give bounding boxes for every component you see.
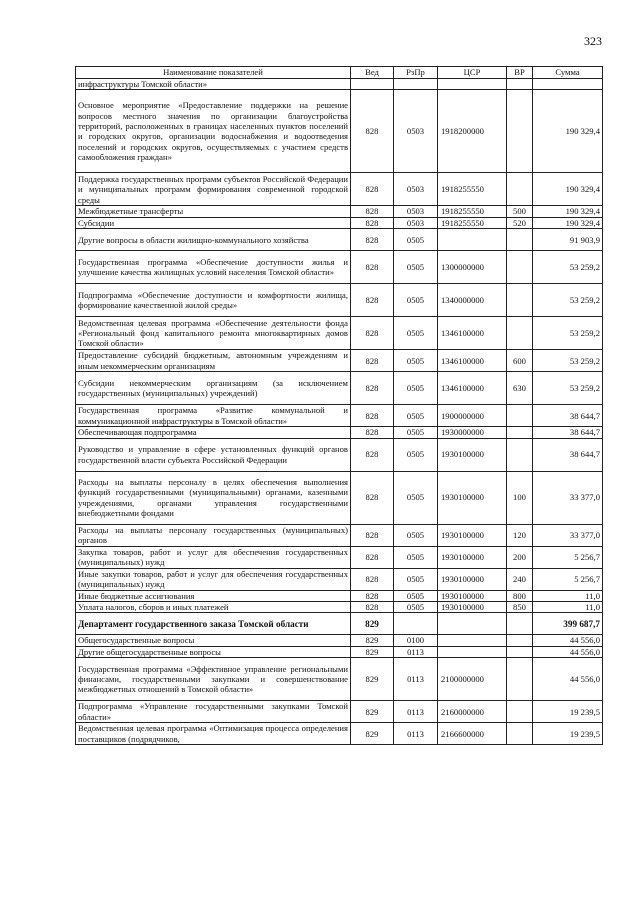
table-row <box>76 635 603 646</box>
cell-ved: 828 <box>351 217 394 228</box>
cell-rzpr: 0505 <box>394 284 438 317</box>
cell-vr <box>507 438 533 471</box>
cell-vr: 100 <box>507 471 533 524</box>
cell-name: Государственная программа «Обеспечение доступности жилья и улучшение качества жилищных условий населения Томской области» <box>76 251 351 284</box>
cell-vr <box>507 405 533 427</box>
cell-sum: 5 256,7 <box>533 546 603 568</box>
budget-table <box>75 66 603 745</box>
table-row <box>76 217 603 228</box>
cell-sum: 33 377,0 <box>533 524 603 546</box>
table-row <box>76 173 603 206</box>
cell-name: Поддержка государственных программ субъектов Российской Федерации и муниципальных программ формирования современной городской среды <box>76 173 351 206</box>
cell-name: Расходы на выплаты персоналу государственных (муниципальных) органов <box>76 524 351 546</box>
table-body <box>76 79 603 745</box>
cell-sum: 44 556,0 <box>533 646 603 657</box>
cell-vr: 800 <box>507 590 533 601</box>
cell-rzpr: 0503 <box>394 217 438 228</box>
cell-rzpr: 0503 <box>394 173 438 206</box>
cell-ved: 828 <box>351 405 394 427</box>
table-header-row <box>76 67 603 79</box>
cell-sum: 190 329,4 <box>533 173 603 206</box>
cell-name: инфраструктуры Томской области» <box>76 79 351 90</box>
cell-rzpr: 0503 <box>394 206 438 217</box>
cell-vr <box>507 317 533 350</box>
cell-name: Государственная программа «Эффективное управление региональными финансами, государственными закупками и совершенствование межбюджетных отношений в Томской области» <box>76 658 351 701</box>
cell-csr: 1900000000 <box>438 405 507 427</box>
cell-csr: 1930100000 <box>438 438 507 471</box>
cell-ved: 829 <box>351 646 394 657</box>
cell-vr <box>507 251 533 284</box>
cell-vr: 630 <box>507 372 533 405</box>
cell-name: Департамент государственного заказа Томской области <box>76 613 351 635</box>
cell-csr <box>438 646 507 657</box>
table-row <box>76 471 603 524</box>
cell-ved: 828 <box>351 350 394 372</box>
cell-vr: 520 <box>507 217 533 228</box>
cell-ved: 828 <box>351 546 394 568</box>
page-number: 323 <box>584 34 602 48</box>
table-row <box>76 568 603 590</box>
cell-sum: 38 644,7 <box>533 427 603 438</box>
cell-ved: 828 <box>351 427 394 438</box>
table-row <box>76 546 603 568</box>
cell-ved: 828 <box>351 372 394 405</box>
cell-name: Субсидии <box>76 217 351 228</box>
cell-ved: 829 <box>351 723 394 745</box>
cell-csr: 1930100000 <box>438 568 507 590</box>
cell-sum: 44 556,0 <box>533 658 603 701</box>
table-row <box>76 317 603 350</box>
cell-ved: 828 <box>351 590 394 601</box>
cell-vr: 120 <box>507 524 533 546</box>
cell-sum: 53 259,2 <box>533 372 603 405</box>
cell-csr: 1918255550 <box>438 206 507 217</box>
cell-vr: 850 <box>507 602 533 613</box>
cell-vr: 200 <box>507 546 533 568</box>
cell-csr <box>438 79 507 90</box>
column-header-name: Наименование показателей <box>76 67 351 79</box>
cell-sum: 19 239,5 <box>533 723 603 745</box>
table-row <box>76 524 603 546</box>
cell-rzpr <box>394 613 438 635</box>
cell-sum <box>533 79 603 90</box>
column-header-vr: ВР <box>507 67 533 79</box>
cell-csr: 1918200000 <box>438 90 507 173</box>
cell-ved: 828 <box>351 568 394 590</box>
cell-csr: 2100000000 <box>438 658 507 701</box>
cell-csr: 1930100000 <box>438 524 507 546</box>
cell-ved: 828 <box>351 229 394 251</box>
cell-vr <box>507 646 533 657</box>
cell-ved: 829 <box>351 701 394 723</box>
cell-name: Другие вопросы в области жилищно-коммунального хозяйства <box>76 229 351 251</box>
cell-csr: 1930100000 <box>438 471 507 524</box>
cell-sum: 190 329,4 <box>533 217 603 228</box>
cell-csr: 1300000000 <box>438 251 507 284</box>
table-row <box>76 646 603 657</box>
cell-csr <box>438 229 507 251</box>
table-row <box>76 350 603 372</box>
table-row <box>76 723 603 745</box>
cell-vr <box>507 701 533 723</box>
cell-rzpr <box>394 79 438 90</box>
column-header-rzpr: РзПр <box>394 67 438 79</box>
cell-name: Ведомственная целевая программа «Обеспечение деятельности фонда «Региональный фонд капитального ремонта многоквартирных домов Томской области» <box>76 317 351 350</box>
table-row <box>76 405 603 427</box>
cell-ved: 828 <box>351 206 394 217</box>
cell-csr: 1346100000 <box>438 372 507 405</box>
cell-name: Ведомственная целевая программа «Оптимизация процесса определения поставщиков (подрядчиков, <box>76 723 351 745</box>
cell-name: Другие общегосударственные вопросы <box>76 646 351 657</box>
cell-sum: 53 259,2 <box>533 251 603 284</box>
cell-csr: 2166600000 <box>438 723 507 745</box>
cell-csr: 2160000000 <box>438 701 507 723</box>
cell-vr <box>507 229 533 251</box>
cell-rzpr: 0505 <box>394 251 438 284</box>
cell-rzpr: 0505 <box>394 471 438 524</box>
cell-sum: 33 377,0 <box>533 471 603 524</box>
cell-name: Подпрограмма «Обеспечение доступности и комфортности жилища, формирование качественной жилой среды» <box>76 284 351 317</box>
cell-name: Общегосударственные вопросы <box>76 635 351 646</box>
table-row <box>76 251 603 284</box>
cell-name: Расходы на выплаты персоналу в целях обеспечения выполнения функций государственными (муниципальными) органами, казенными учреждениями, органами управления государственными внебюджетными фондами <box>76 471 351 524</box>
cell-name: Иные закупки товаров, работ и услуг для обеспечения государственных (муниципальных) нужд <box>76 568 351 590</box>
cell-name: Государственная программа «Развитие коммунальной и коммуникационной инфраструктуры в Томской области» <box>76 405 351 427</box>
table-row <box>76 206 603 217</box>
cell-csr: 1930000000 <box>438 427 507 438</box>
table-row <box>76 658 603 701</box>
cell-vr <box>507 173 533 206</box>
cell-ved: 828 <box>351 173 394 206</box>
cell-vr <box>507 79 533 90</box>
cell-sum: 190 329,4 <box>533 90 603 173</box>
cell-ved: 828 <box>351 90 394 173</box>
cell-name: Уплата налогов, сборов и иных платежей <box>76 602 351 613</box>
cell-sum: 38 644,7 <box>533 405 603 427</box>
column-header-sum: Сумма <box>533 67 603 79</box>
table-row <box>76 229 603 251</box>
cell-name: Закупка товаров, работ и услуг для обеспечения государственных (муниципальных) нужд <box>76 546 351 568</box>
column-header-ved: Вед <box>351 67 394 79</box>
cell-csr <box>438 635 507 646</box>
cell-vr <box>507 635 533 646</box>
table-row <box>76 90 603 173</box>
cell-name: Основное мероприятие «Предоставление поддержки на решение вопросов местного значения по организации благоустройства территорий, расположенных в границах населенных пунктов поселений и городских округов, организации водоснабжения и водоотведения поселений и городских округов, осуществляемых с участием средств самообложения граждан» <box>76 90 351 173</box>
cell-csr: 1930100000 <box>438 590 507 601</box>
column-header-csr: ЦСР <box>438 67 507 79</box>
cell-name: Подпрограмма «Управление государственными закупками Томской области» <box>76 701 351 723</box>
cell-ved: 829 <box>351 658 394 701</box>
cell-vr: 600 <box>507 350 533 372</box>
table-row <box>76 602 603 613</box>
cell-ved: 828 <box>351 251 394 284</box>
cell-vr <box>507 427 533 438</box>
cell-rzpr: 0505 <box>394 602 438 613</box>
cell-vr <box>507 613 533 635</box>
cell-vr <box>507 284 533 317</box>
cell-sum: 91 903,9 <box>533 229 603 251</box>
cell-csr <box>438 613 507 635</box>
cell-rzpr: 0505 <box>394 372 438 405</box>
cell-rzpr: 0505 <box>394 524 438 546</box>
cell-sum: 11,0 <box>533 590 603 601</box>
cell-sum: 38 644,7 <box>533 438 603 471</box>
cell-ved: 829 <box>351 635 394 646</box>
cell-vr <box>507 90 533 173</box>
cell-rzpr: 0505 <box>394 317 438 350</box>
cell-rzpr: 0113 <box>394 646 438 657</box>
table-row <box>76 701 603 723</box>
cell-csr: 1346100000 <box>438 317 507 350</box>
cell-rzpr: 0505 <box>394 427 438 438</box>
cell-ved: 828 <box>351 438 394 471</box>
table-row <box>76 79 603 90</box>
cell-csr: 1340000000 <box>438 284 507 317</box>
cell-ved: 828 <box>351 524 394 546</box>
cell-rzpr: 0505 <box>394 229 438 251</box>
cell-sum: 11,0 <box>533 602 603 613</box>
cell-ved: 828 <box>351 284 394 317</box>
cell-sum: 190 329,4 <box>533 206 603 217</box>
cell-vr <box>507 723 533 745</box>
cell-rzpr: 0113 <box>394 723 438 745</box>
cell-vr: 500 <box>507 206 533 217</box>
cell-sum: 19 239,5 <box>533 701 603 723</box>
cell-ved: 828 <box>351 602 394 613</box>
cell-rzpr: 0505 <box>394 590 438 601</box>
cell-name: Иные бюджетные ассигнования <box>76 590 351 601</box>
table-row <box>76 438 603 471</box>
cell-rzpr: 0505 <box>394 546 438 568</box>
table-row <box>76 613 603 635</box>
cell-rzpr: 0505 <box>394 350 438 372</box>
cell-sum: 399 687,7 <box>533 613 603 635</box>
cell-ved: 829 <box>351 613 394 635</box>
cell-csr: 1930100000 <box>438 546 507 568</box>
cell-sum: 53 259,2 <box>533 317 603 350</box>
cell-ved: 828 <box>351 317 394 350</box>
cell-rzpr: 0505 <box>394 568 438 590</box>
cell-rzpr: 0113 <box>394 701 438 723</box>
cell-rzpr: 0505 <box>394 438 438 471</box>
cell-rzpr: 0100 <box>394 635 438 646</box>
cell-vr <box>507 658 533 701</box>
cell-name: Руководство и управление в сфере установленных функций органов государственной власти субъекта Российской Федерации <box>76 438 351 471</box>
table-row <box>76 284 603 317</box>
cell-csr: 1918255550 <box>438 217 507 228</box>
cell-sum: 5 256,7 <box>533 568 603 590</box>
cell-rzpr: 0505 <box>394 405 438 427</box>
cell-sum: 53 259,2 <box>533 350 603 372</box>
cell-sum: 44 556,0 <box>533 635 603 646</box>
cell-csr: 1930100000 <box>438 602 507 613</box>
cell-name: Обеспечивающая подпрограмма <box>76 427 351 438</box>
cell-rzpr: 0113 <box>394 658 438 701</box>
table-row <box>76 372 603 405</box>
cell-name: Предоставление субсидий бюджетным, автономным учреждениям и иным некоммерческим организациям <box>76 350 351 372</box>
cell-csr: 1346100000 <box>438 350 507 372</box>
cell-ved <box>351 79 394 90</box>
cell-name: Субсидии некоммерческим организациям (за исключением государственных (муниципальных) учреждений) <box>76 372 351 405</box>
cell-sum: 53 259,2 <box>533 284 603 317</box>
table-row <box>76 427 603 438</box>
cell-rzpr: 0503 <box>394 90 438 173</box>
cell-name: Межбюджетные трансферты <box>76 206 351 217</box>
cell-vr: 240 <box>507 568 533 590</box>
cell-ved: 828 <box>351 471 394 524</box>
cell-csr: 1918255550 <box>438 173 507 206</box>
table-row <box>76 590 603 601</box>
